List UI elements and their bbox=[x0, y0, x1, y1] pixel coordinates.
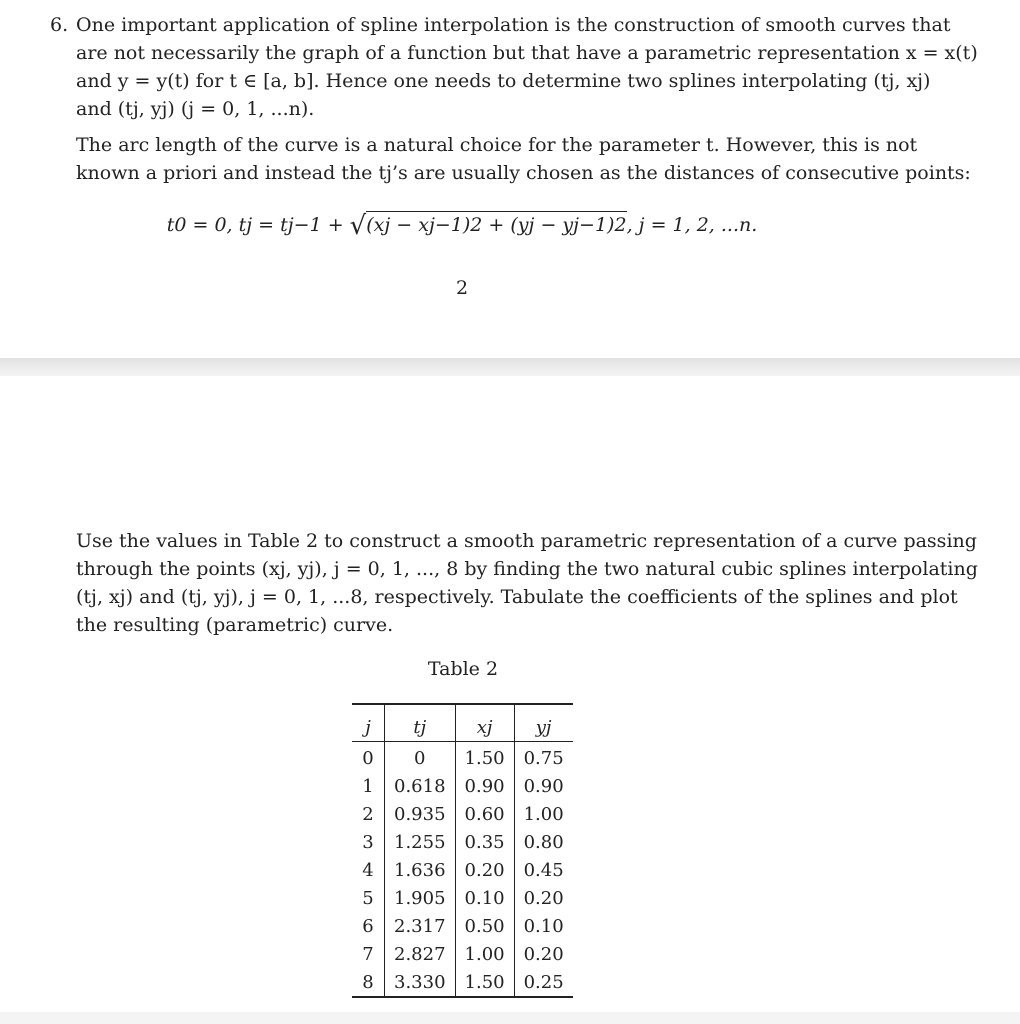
cell-t: 1.255 bbox=[385, 828, 456, 856]
cell-j: 6 bbox=[352, 912, 385, 940]
cell-x: 0.35 bbox=[455, 828, 514, 856]
intro-line-2 bbox=[76, 39, 978, 67]
table-row bbox=[352, 742, 573, 773]
cell-y: 0.75 bbox=[523, 747, 564, 769]
cell-x: 1.00 bbox=[455, 940, 514, 968]
cell-t: 1.636 bbox=[385, 856, 456, 884]
cell-y: 0.90 bbox=[523, 775, 564, 797]
header-y: yj bbox=[514, 704, 573, 742]
cell-x: 1.50 bbox=[455, 742, 514, 773]
cell-j: 4 bbox=[352, 856, 385, 884]
task-line-3: (tj, xj) and (tj, yj), j = 0, 1, ...8, respectively. Tabulate the coefficients of the splines and plot bbox=[76, 586, 958, 608]
cell-y: 0.25 bbox=[523, 971, 564, 993]
cell-x: 0.20 bbox=[455, 856, 514, 884]
cell-j: 5 bbox=[352, 884, 385, 912]
task-line-1: Use the values in Table 2 to construct a smooth parametric representation of a curve passing bbox=[76, 530, 977, 552]
table-row bbox=[352, 940, 573, 968]
cell-t: 2.317 bbox=[385, 912, 456, 940]
table-row bbox=[352, 772, 573, 800]
header-j: j bbox=[352, 704, 385, 742]
table-row bbox=[352, 912, 573, 940]
table-caption: Table 2 bbox=[427, 658, 499, 680]
header-x: xj bbox=[455, 704, 514, 742]
cell-j: 8 bbox=[352, 968, 385, 997]
cell-y: 0.80 bbox=[523, 831, 564, 853]
cell-j: 7 bbox=[352, 940, 385, 968]
table-row bbox=[352, 828, 573, 856]
cell-x: 0.50 bbox=[455, 912, 514, 940]
cell-t: 0.618 bbox=[385, 772, 456, 800]
task-line-2: through the points (xj, yj), j = 0, 1, ..., 8 by finding the two natural cubic splines interpolating bbox=[76, 558, 978, 580]
cell-y: 0.20 bbox=[523, 943, 564, 965]
table-row bbox=[352, 968, 573, 997]
cell-y: 1.00 bbox=[523, 803, 564, 825]
cell-t: 0 bbox=[385, 742, 456, 773]
arc-length-paragraph bbox=[76, 131, 971, 187]
task-line-4: the resulting (parametric) curve. bbox=[76, 614, 394, 636]
table-body bbox=[352, 742, 573, 998]
page-bottom-edge bbox=[0, 1012, 1020, 1024]
equation-right: , j = 1, 2, ...n. bbox=[626, 214, 758, 236]
page-number: 2 bbox=[455, 277, 469, 299]
table-header-row bbox=[352, 704, 573, 742]
intro-line-2-text: are not necessarily the graph of a function but that have a parametric representation x = x(t) bbox=[76, 42, 978, 64]
cell-x: 1.50 bbox=[455, 968, 514, 997]
cell-j: 3 bbox=[352, 828, 385, 856]
cell-y: 0.10 bbox=[523, 915, 564, 937]
cell-y: 0.20 bbox=[523, 887, 564, 909]
intro-line-3: and y = y(t) for t ∈ [a, b]. Hence one needs to determine two splines interpolating (tj, xj) bbox=[76, 70, 931, 92]
cell-t: 0.935 bbox=[385, 800, 456, 828]
cell-j: 2 bbox=[352, 800, 385, 828]
problem-intro-paragraph bbox=[76, 11, 978, 123]
square-root-sign: √ bbox=[349, 211, 367, 241]
cell-t: 3.330 bbox=[385, 968, 456, 997]
header-t: tj bbox=[385, 704, 456, 742]
arc-line-1: The arc length of the curve is a natural choice for the parameter t. However, this is not bbox=[76, 134, 918, 156]
cell-x: 0.60 bbox=[455, 800, 514, 828]
arc-line-2: known a priori and instead the tj’s are usually chosen as the distances of consecutive points: bbox=[76, 162, 971, 184]
table-row bbox=[352, 884, 573, 912]
cell-t: 2.827 bbox=[385, 940, 456, 968]
cell-x: 0.10 bbox=[455, 884, 514, 912]
intro-line-1: One important application of spline interpolation is the construction of smooth curves that bbox=[76, 14, 951, 36]
task-paragraph bbox=[76, 527, 978, 639]
data-table bbox=[352, 703, 573, 998]
problem-number: 6. bbox=[50, 14, 69, 36]
equation-radicand bbox=[366, 211, 626, 237]
equation-left: t0 = 0, tj = tj−1 + bbox=[166, 214, 350, 236]
cell-x: 0.90 bbox=[455, 772, 514, 800]
intro-line-4: and (tj, yj) (j = 0, 1, ...n). bbox=[76, 98, 315, 120]
cell-t: 1.905 bbox=[385, 884, 456, 912]
table-row bbox=[352, 800, 573, 828]
page-separator bbox=[0, 358, 1020, 376]
cell-y: 0.45 bbox=[523, 859, 564, 881]
radicand-text: (xj − xj−1)2 + (yj − yj−1)2 bbox=[366, 214, 627, 236]
cell-j: 0 bbox=[352, 742, 385, 773]
arc-length-equation bbox=[0, 211, 924, 239]
cell-j: 1 bbox=[352, 772, 385, 800]
table-row bbox=[352, 856, 573, 884]
